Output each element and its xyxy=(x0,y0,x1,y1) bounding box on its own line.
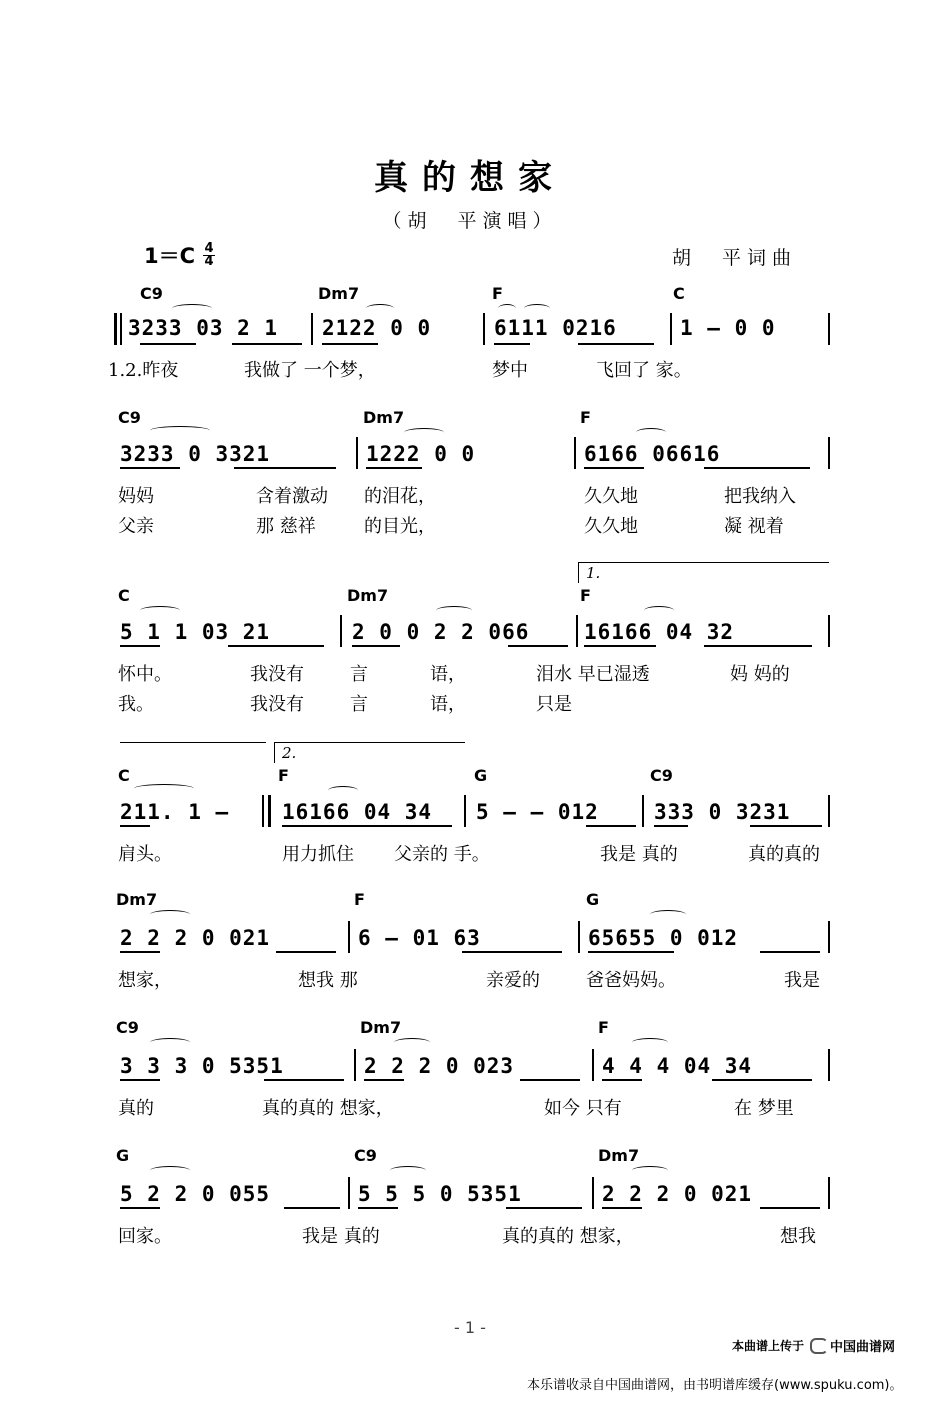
lyric: 把我纳入 xyxy=(724,486,796,507)
lyric: 肩头。 xyxy=(118,844,172,865)
notes-measure: 1 – 0 0 xyxy=(680,316,776,340)
notes-measure: 2 2 2 0 021 xyxy=(120,926,271,950)
lyric: 我没有 xyxy=(250,664,304,685)
lyric: 我是 真的 xyxy=(600,844,678,865)
key-label: 1＝C xyxy=(144,244,196,268)
lyric: 亲爱的 xyxy=(486,970,540,991)
lyric: 含着激动 xyxy=(256,486,328,507)
upload-text: 本曲谱上传于 xyxy=(732,1339,805,1353)
lyric: 我是 真的 xyxy=(302,1226,380,1247)
lyric: 用力抓住 xyxy=(282,844,354,865)
notes-measure: 5 2 2 0 055 xyxy=(120,1182,271,1206)
lyric: 如今 只有 xyxy=(544,1098,622,1119)
notes-measure: 2 2 2 0 023 xyxy=(364,1054,515,1078)
chord: C9 xyxy=(140,284,163,303)
lyric: 语， xyxy=(430,664,466,685)
chord: Dm7 xyxy=(360,1018,402,1037)
lyric: 妈 妈的 xyxy=(730,664,790,685)
logo-icon xyxy=(810,1338,828,1354)
page-title: 真的想家 xyxy=(374,158,566,198)
chord: F xyxy=(492,284,503,303)
chord: Dm7 xyxy=(116,890,158,909)
key-signature xyxy=(144,240,215,270)
chord: F xyxy=(580,586,591,605)
notes-measure: 2122 0 0 xyxy=(322,316,432,340)
lyric: 想我 xyxy=(780,1226,816,1247)
chord: Dm7 xyxy=(598,1146,640,1165)
chord: C9 xyxy=(650,766,673,785)
notes-measure: 65655 0 012 xyxy=(588,926,739,950)
notes-measure: 6166 06616 xyxy=(584,442,721,466)
volta-number: 1. xyxy=(586,564,601,582)
chord: G xyxy=(474,766,488,785)
notes-measure: 5 – – 012 xyxy=(476,800,599,824)
chord: F xyxy=(580,408,591,427)
lyric: 父亲 xyxy=(118,516,154,537)
lyric: 久久地 xyxy=(584,516,638,537)
lyric: 我是 xyxy=(784,970,820,991)
lyric: 言 xyxy=(350,664,368,685)
notes-measure: 3233 03 2 1 xyxy=(128,316,279,340)
notes-measure: 1222 0 0 xyxy=(366,442,476,466)
notes-measure: 16166 04 34 xyxy=(282,800,433,824)
lyric: 回家。 xyxy=(118,1226,172,1247)
lyric: 那 慈祥 xyxy=(256,516,316,537)
subtitle: （胡 平演唱） xyxy=(382,210,558,232)
lyric: 言 xyxy=(350,694,368,715)
chord: Dm7 xyxy=(318,284,360,303)
chord: Dm7 xyxy=(363,408,405,427)
lyric: 我没有 xyxy=(250,694,304,715)
chord: G xyxy=(116,1146,130,1165)
chord: Dm7 xyxy=(347,586,389,605)
lyric: 我做了 一个梦， xyxy=(244,360,376,381)
volta-number: 2. xyxy=(282,744,297,762)
composer-credit: 胡 平词曲 xyxy=(672,247,798,269)
notes-measure: 3 3 3 0 5351 xyxy=(120,1054,284,1078)
logo-text: 中国曲谱网 xyxy=(830,1340,896,1355)
lyric: 父亲的 手。 xyxy=(394,844,490,865)
lyric: 我。 xyxy=(118,694,154,715)
notes-measure: 5 1 1 03 21 xyxy=(120,620,271,644)
lyric: 真的 xyxy=(118,1098,154,1119)
lyric: 在 梦里 xyxy=(734,1098,794,1119)
chord: C xyxy=(673,284,685,303)
upload-credit xyxy=(732,1336,895,1355)
notes-measure: 6111 0216 xyxy=(494,316,617,340)
lyric: 真的真的 想家， xyxy=(502,1226,634,1247)
lyric: 爸爸妈妈。 xyxy=(586,970,676,991)
lyric: 梦中 xyxy=(492,360,528,381)
lyric: 妈妈 xyxy=(118,486,154,507)
lyric: 语， xyxy=(430,694,466,715)
lyric: 真的真的 想家， xyxy=(262,1098,394,1119)
lyric: 想家， xyxy=(118,970,172,991)
time-signature: 4 4 xyxy=(204,240,214,269)
lyric: 久久地 xyxy=(584,486,638,507)
lyric: 泪水 早已湿透 xyxy=(536,664,650,685)
chord: C9 xyxy=(116,1018,139,1037)
page-number: - 1 - xyxy=(454,1318,486,1337)
chord: G xyxy=(586,890,600,909)
lyric: 真的真的 xyxy=(748,844,820,865)
notes-measure: 333 0 3231 xyxy=(654,800,791,824)
notes-measure: 3233 0 3321 xyxy=(120,442,271,466)
notes-measure: 16166 04 32 xyxy=(584,620,735,644)
site-logo xyxy=(810,1336,895,1355)
chord: C9 xyxy=(118,408,141,427)
notes-measure: 6 – 01 63 xyxy=(358,926,481,950)
lyric: 的目光， xyxy=(364,516,436,537)
notes-measure: 4 4 4 04 34 xyxy=(602,1054,753,1078)
lyric: 想我 那 xyxy=(298,970,358,991)
notes-measure: 5 5 5 0 5351 xyxy=(358,1182,522,1206)
notes-measure: 2 2 2 0 021 xyxy=(602,1182,753,1206)
notes-measure: 2 0 0 2 2 066 xyxy=(352,620,530,644)
lyric: 怀中。 xyxy=(118,664,172,685)
notes-measure: 211. 1 – xyxy=(120,800,230,824)
chord: F xyxy=(354,890,365,909)
chord: F xyxy=(598,1018,609,1037)
chord: C xyxy=(118,586,130,605)
lyric: 凝 视着 xyxy=(724,516,784,537)
lyric: 飞回了 家。 xyxy=(596,360,692,381)
chord: C xyxy=(118,766,130,785)
lyric: 的泪花， xyxy=(364,486,436,507)
lyric: 只是 xyxy=(536,694,572,715)
lyric: 1.2.昨夜 xyxy=(108,360,179,381)
chord: C9 xyxy=(354,1146,377,1165)
footer-note: 本乐谱收录自中国曲谱网，由书明谱库缓存(www.spuku.com)。 xyxy=(527,1378,903,1393)
chord: F xyxy=(278,766,289,785)
